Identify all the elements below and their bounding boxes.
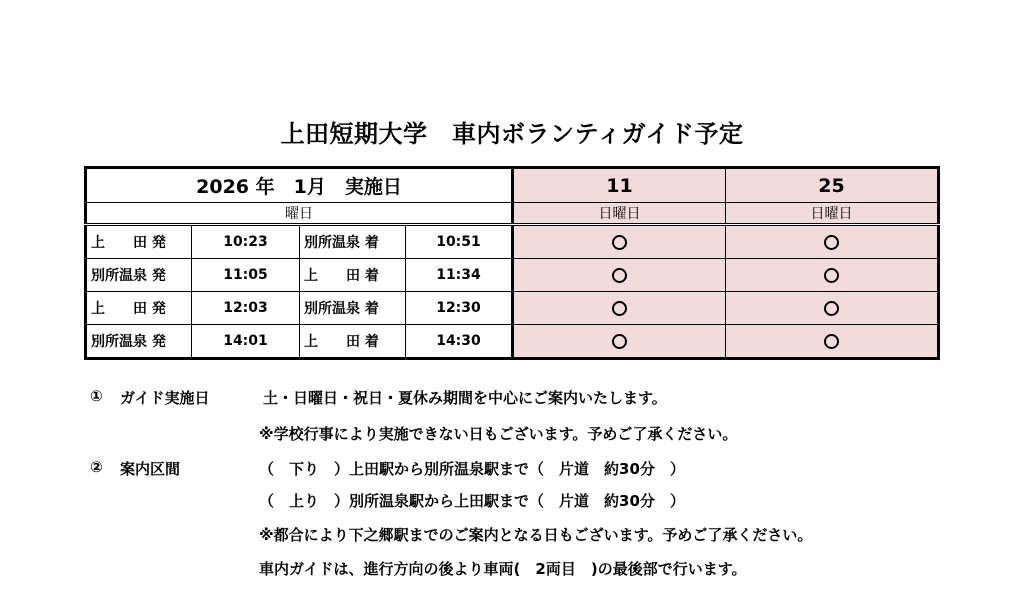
note-1-number: ① <box>90 387 103 405</box>
note-2-number: ② <box>90 458 103 476</box>
schedule-table <box>84 166 940 360</box>
note-2-line-2: （ 上り ）別所温泉駅から上田駅まで（ 片道 約30分 ） <box>259 492 685 510</box>
availability-mark <box>726 325 939 359</box>
availability-mark <box>726 259 939 292</box>
circle-icon <box>824 268 839 283</box>
date-cell: 11 <box>513 168 726 203</box>
note-2-line-1: （ 下り ）上田駅から別所温泉駅まで（ 片道 約30分 ） <box>259 460 685 478</box>
implementation-day-header: 2026 年 1月 実施日 <box>86 168 513 203</box>
circle-icon <box>612 235 627 250</box>
arrival-time: 14:30 <box>406 325 513 359</box>
arrival-station: 別所温泉 着 <box>300 292 406 325</box>
note-1-label: ガイド実施日 <box>120 389 210 407</box>
availability-mark <box>513 259 726 292</box>
departure-time: 14:01 <box>192 325 300 359</box>
departure-station: 別所温泉 発 <box>86 325 192 359</box>
departure-station: 別所温泉 発 <box>86 259 192 292</box>
note-2-sub-2: 車内ガイドは、進行方向の後より車両( 2両目 )の最後部で行います。 <box>259 560 747 578</box>
arrival-time: 12:30 <box>406 292 513 325</box>
circle-icon <box>824 334 839 349</box>
departure-station: 上 田 発 <box>86 225 192 259</box>
weekday-cell: 日曜日 <box>726 203 939 225</box>
departure-time: 10:23 <box>192 225 300 259</box>
table-row <box>86 259 939 292</box>
note-2-sub: ※都合により下之郷駅までのご案内となる日もございます。予めご了承ください。 <box>259 526 813 544</box>
circle-icon <box>824 301 839 316</box>
table-row <box>86 292 939 325</box>
arrival-time: 10:51 <box>406 225 513 259</box>
table-row <box>86 325 939 359</box>
availability-mark <box>726 225 939 259</box>
table-header-row <box>86 168 939 203</box>
note-2-label: 案内区間 <box>120 460 181 478</box>
arrival-station: 上 田 着 <box>300 325 406 359</box>
departure-time: 12:03 <box>192 292 300 325</box>
circle-icon <box>824 235 839 250</box>
departure-time: 11:05 <box>192 259 300 292</box>
departure-station: 上 田 発 <box>86 292 192 325</box>
page-title: 上田短期大学 車内ボランティガイド予定 <box>280 120 744 148</box>
availability-mark <box>513 292 726 325</box>
note-1-sub: ※学校行事により実施できない日もございます。予めご了承ください。 <box>259 425 738 443</box>
availability-mark <box>513 325 726 359</box>
arrival-station: 別所温泉 着 <box>300 225 406 259</box>
circle-icon <box>612 301 627 316</box>
note-1-text: 土・日曜日・祝日・夏休み期間を中心にご案内いたします。 <box>263 389 667 407</box>
availability-mark <box>513 225 726 259</box>
circle-icon <box>612 268 627 283</box>
weekday-cell: 日曜日 <box>513 203 726 225</box>
circle-icon <box>612 334 627 349</box>
arrival-station: 上 田 着 <box>300 259 406 292</box>
weekday-label: 曜日 <box>86 203 513 225</box>
availability-mark <box>726 292 939 325</box>
weekday-row <box>86 203 939 225</box>
arrival-time: 11:34 <box>406 259 513 292</box>
table-row <box>86 225 939 259</box>
date-cell: 25 <box>726 168 939 203</box>
